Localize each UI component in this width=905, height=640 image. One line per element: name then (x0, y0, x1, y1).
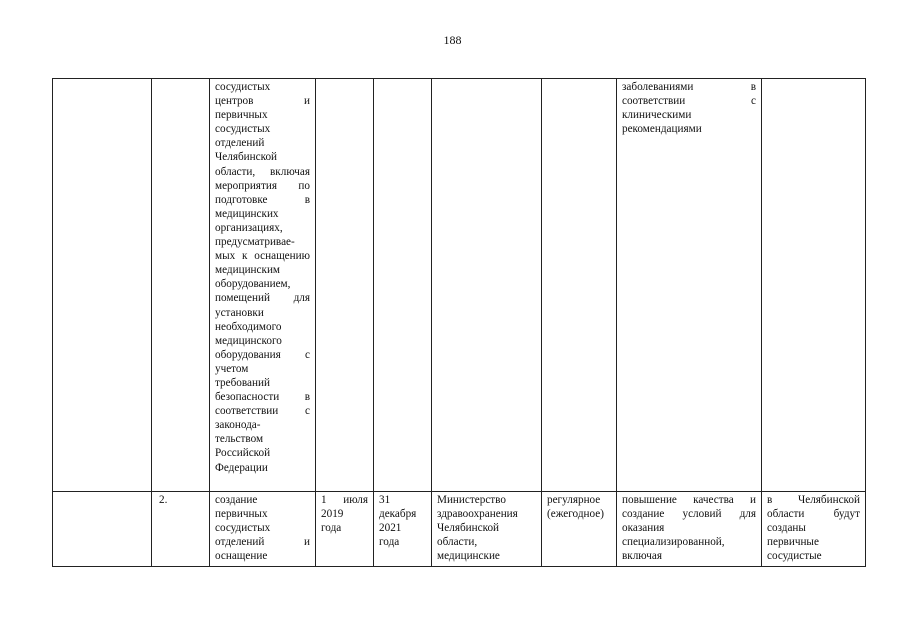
blank-cell (53, 492, 152, 567)
table-row (53, 492, 866, 567)
row-number-cell (152, 79, 210, 492)
responsible-cell: Министерство здравоохранения Челябинской области, медицинские (432, 492, 542, 567)
blank-cell (53, 79, 152, 492)
responsible-cell (432, 79, 542, 492)
end-date-cell: 31 декабря 2021 года (374, 492, 432, 567)
plan-table (52, 78, 866, 567)
frequency-cell (542, 79, 617, 492)
effect-cell: заболеваниями в соответствии с клиническими рекомендациями (617, 79, 762, 492)
measure-cell: сосудистых центров и первичных сосудистых отделений Челябинской области, включая мероприятия по подготовке в медицинских организациях, предусматривае- мых к оснащению медицинским оборудованием, помещений для установки необходимого медицинского оборудования с учетом требований безопасности в соответствии с законода- тельством Российской Федерации (210, 79, 316, 492)
page-number: 188 (443, 33, 462, 47)
row-number-cell: 2. (152, 492, 210, 567)
table-row (53, 79, 866, 492)
result-cell: в Челябинской области будут созданы первичные сосудистые (762, 492, 866, 567)
measure-cell: создание первичных сосудистых отделений и оснащение (210, 492, 316, 567)
result-cell (762, 79, 866, 492)
start-date-cell (316, 79, 374, 492)
effect-cell: повышение качества и создание условий для оказания специализированной, включая (617, 492, 762, 567)
end-date-cell (374, 79, 432, 492)
start-date-cell: 1 июля 2019 года (316, 492, 374, 567)
frequency-cell: регулярное (ежегодное) (542, 492, 617, 567)
